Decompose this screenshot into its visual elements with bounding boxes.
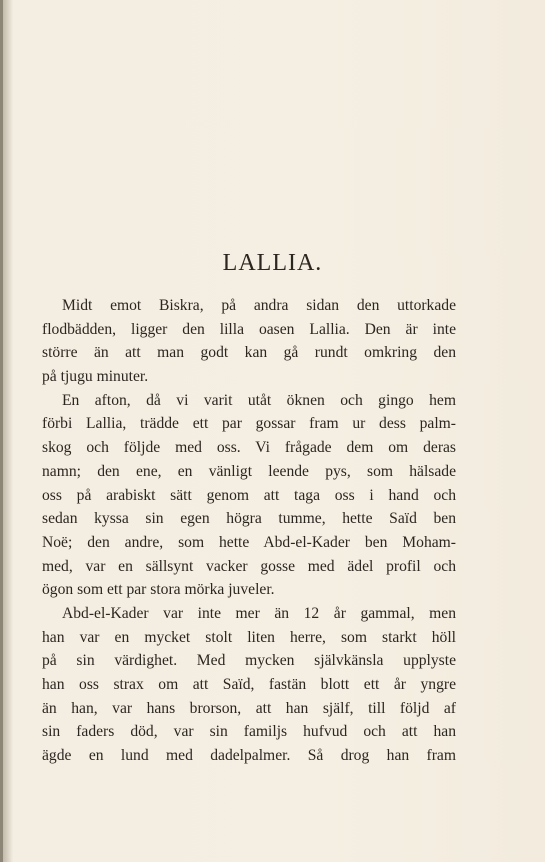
text-line: Noë; den andre, som hette Abd-el-Kader ben Moham-	[42, 533, 456, 551]
text-line: han var en mycket stolt liten herre, som starkt höll	[42, 628, 456, 646]
text-line: skog och följde med oss. Vi frågade dem om deras	[42, 439, 456, 457]
text-line: med, var en sällsynt vacker gosse med ädel profil och	[42, 557, 456, 575]
text-line: större än att man godt kan gå rundt omkring den	[42, 344, 456, 362]
text-line: på sin värdighet. Med mycken självkänsla upplyste	[42, 652, 456, 670]
text-line: han oss strax om att Saïd, fastän blott ett år yngre	[42, 676, 456, 693]
text-line: En afton, då vi varit utåt öknen och gingo hem	[62, 391, 456, 409]
spine-shadow	[3, 0, 13, 862]
text-line: än han, var hans brorson, att han själf, till följd af	[42, 699, 456, 717]
text-line: sedan kyssa sin egen högra tumme, hette Saïd ben	[42, 510, 456, 528]
text-line: oss på arabiskt sätt genom att taga oss i hand och	[42, 486, 456, 504]
text-line: namn; den ene, en vänligt leende pys, som hälsade	[42, 462, 456, 480]
text-line: Midt emot Biskra, på andra sidan den uttorkade	[62, 297, 456, 314]
body-text	[42, 294, 456, 768]
text-line: Abd-el-Kader var inte mer än 12 år gammal, men	[62, 604, 456, 622]
text-line: på tjugu minuter.	[42, 368, 149, 386]
text-line: ägde en lund med dadelpalmer. Så drog han fram	[42, 747, 456, 765]
text-line: sin faders död, var sin familjs hufvud och att han	[42, 723, 456, 741]
text-line: förbi Lallia, trädde ett par gossar fram ur dess palm-	[42, 415, 456, 433]
chapter-title: LALLIA.	[222, 250, 323, 276]
text-line: flodbädden, ligger den lilla oasen Lallia. Den är inte	[42, 320, 456, 338]
text-line: ögon som ett par stora mörka juveler.	[42, 581, 275, 599]
